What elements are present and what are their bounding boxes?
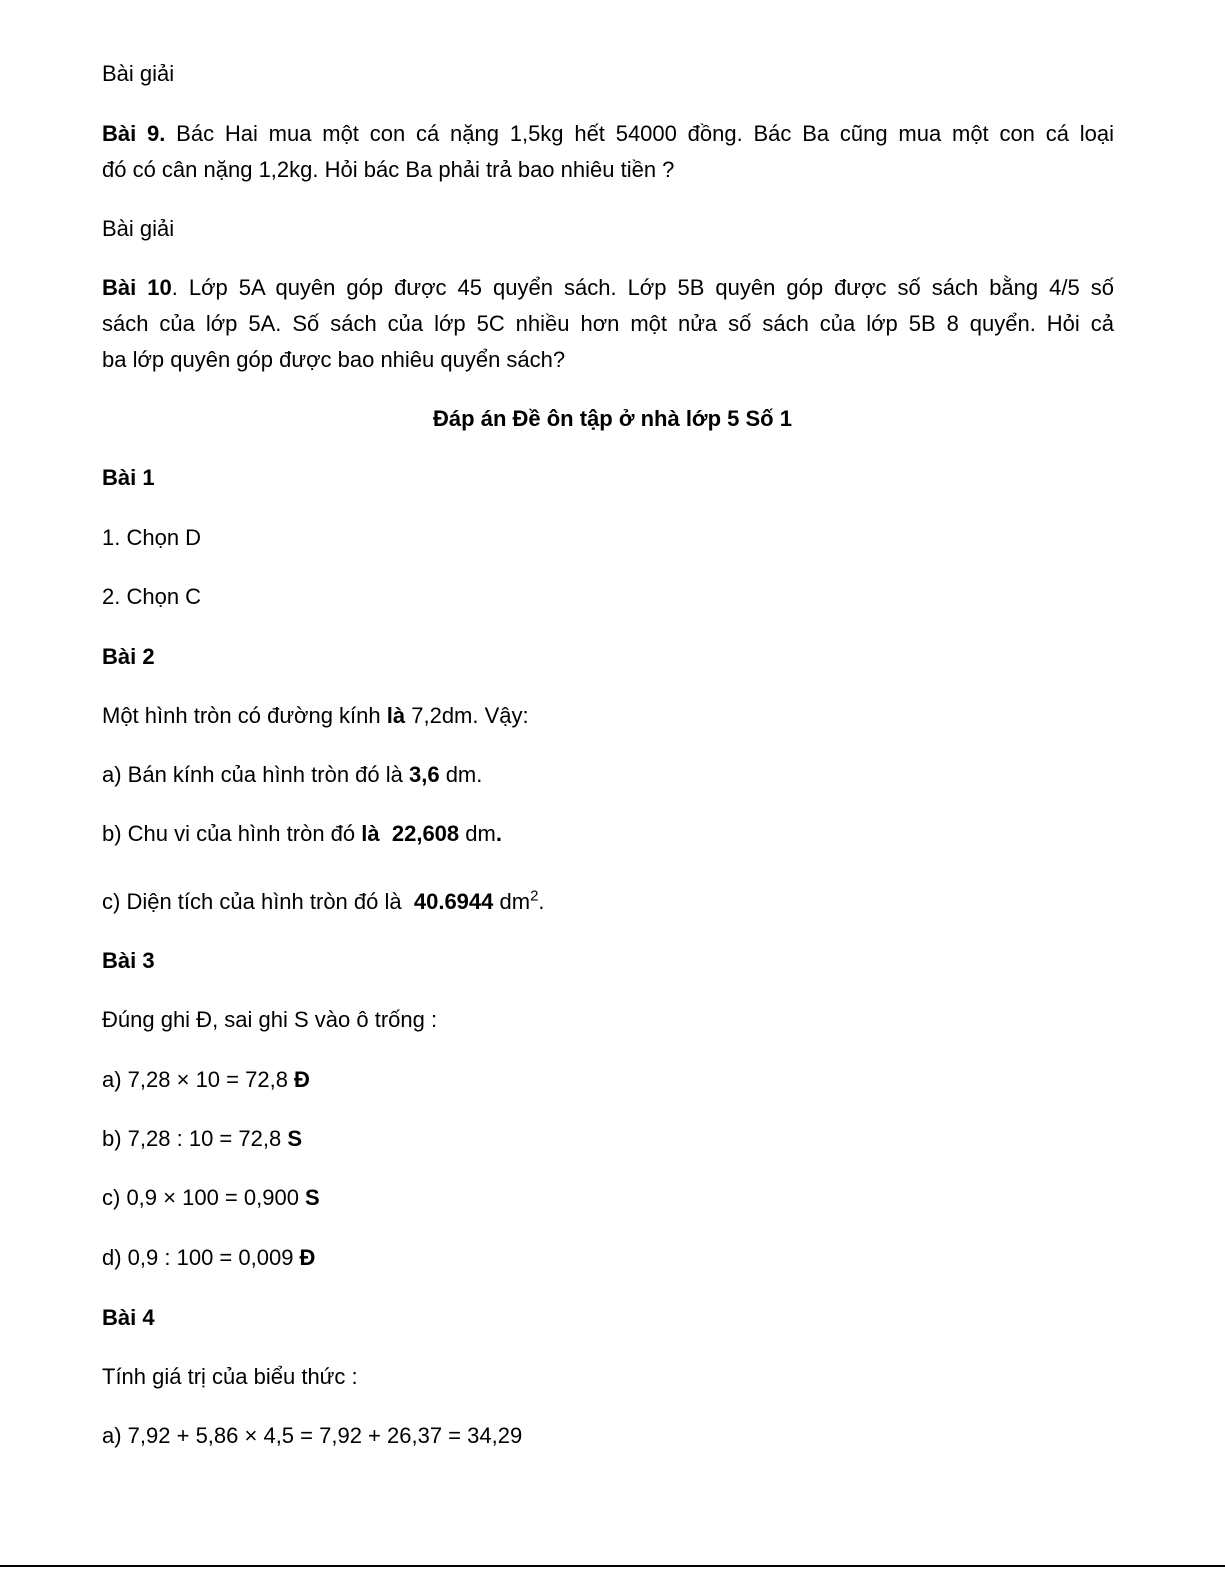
problem-10-text-line1: . Lớp 5A quyên góp được 45 quyển sách. Lớp 5B quyên góp được số sách bằng 4/5 số	[171, 275, 1114, 300]
answer-item: 2. Chọn C	[102, 584, 202, 609]
true-false-mark: Đ	[294, 1067, 310, 1092]
answer-key-title: Đáp án Đề ôn tập ở nhà lớp 5 Số 1	[433, 406, 792, 431]
bai-2-intro: Một hình tròn có đường kính là 7,2dm. Vậy:	[102, 703, 529, 728]
solution-label: Bài giải	[102, 61, 175, 86]
bai-3-item: c) 0,9 × 100 = 0,900 S	[102, 1185, 320, 1210]
page-bottom-rule	[0, 1565, 1225, 1567]
bai-3-item: a) 7,28 × 10 = 72,8 Đ	[102, 1067, 310, 1092]
bai-3-item: b) 7,28 : 10 = 72,8 S	[102, 1126, 302, 1151]
answer-value: 22,608	[391, 821, 460, 846]
answer-heading-bai-3: Bài 3	[102, 948, 155, 973]
solution-label: Bài giải	[102, 216, 175, 241]
bai-4-intro: Tính giá trị của biểu thức :	[102, 1364, 358, 1389]
bai-3-intro: Đúng ghi Đ, sai ghi S vào ô trống :	[102, 1007, 438, 1032]
problem-9-text-line2: đó có cân nặng 1,2kg. Hỏi bác Ba phải trả bao nhiêu tiền ?	[102, 157, 675, 182]
bai-2-answer-b: b) Chu vi của hình tròn đó là 22,608 dm.	[102, 821, 502, 846]
bai-3-item: d) 0,9 : 100 = 0,009 Đ	[102, 1245, 316, 1270]
answer-heading-bai-2: Bài 2	[102, 644, 155, 669]
true-false-mark: Đ	[299, 1245, 316, 1270]
bai-2-answer-a: a) Bán kính của hình tròn đó là 3,6 dm.	[102, 762, 483, 787]
problem-10-label: Bài 10	[102, 275, 172, 300]
true-false-mark: S	[305, 1185, 320, 1210]
true-false-mark: S	[287, 1126, 302, 1151]
problem-9	[102, 116, 1114, 188]
problem-10-text-line3: ba lớp quyên góp được bao nhiêu quyển sách?	[102, 347, 566, 372]
problem-10	[102, 270, 1114, 378]
answer-heading-bai-1: Bài 1	[102, 465, 155, 490]
answer-value: 3,6	[408, 762, 440, 787]
superscript-exponent: 2	[530, 887, 539, 905]
answer-item: 1. Chọn D	[102, 525, 202, 550]
problem-10-text-line2: sách của lớp 5A. Số sách của lớp 5C nhiều hơn một nửa số sách của lớp 5B 8 quyển. Hỏi cả	[102, 311, 1114, 336]
problem-9-label: Bài 9.	[102, 121, 166, 146]
bai-2-answer-c: c) Diện tích của hình tròn đó là 40.6944 $dm^2$.	[102, 887, 545, 914]
problem-9-text-line1: Bác Hai mua một con cá nặng 1,5kg hết 54000 đồng. Bác Ba cũng mua một con cá loại	[165, 121, 1114, 146]
answer-heading-bai-4: Bài 4	[102, 1305, 155, 1330]
bai-4-answer-a: a) 7,92 + 5,86 × 4,5 = 7,92 + 26,37 = 34,29	[102, 1423, 523, 1448]
answer-value: 40.6944	[413, 889, 494, 914]
